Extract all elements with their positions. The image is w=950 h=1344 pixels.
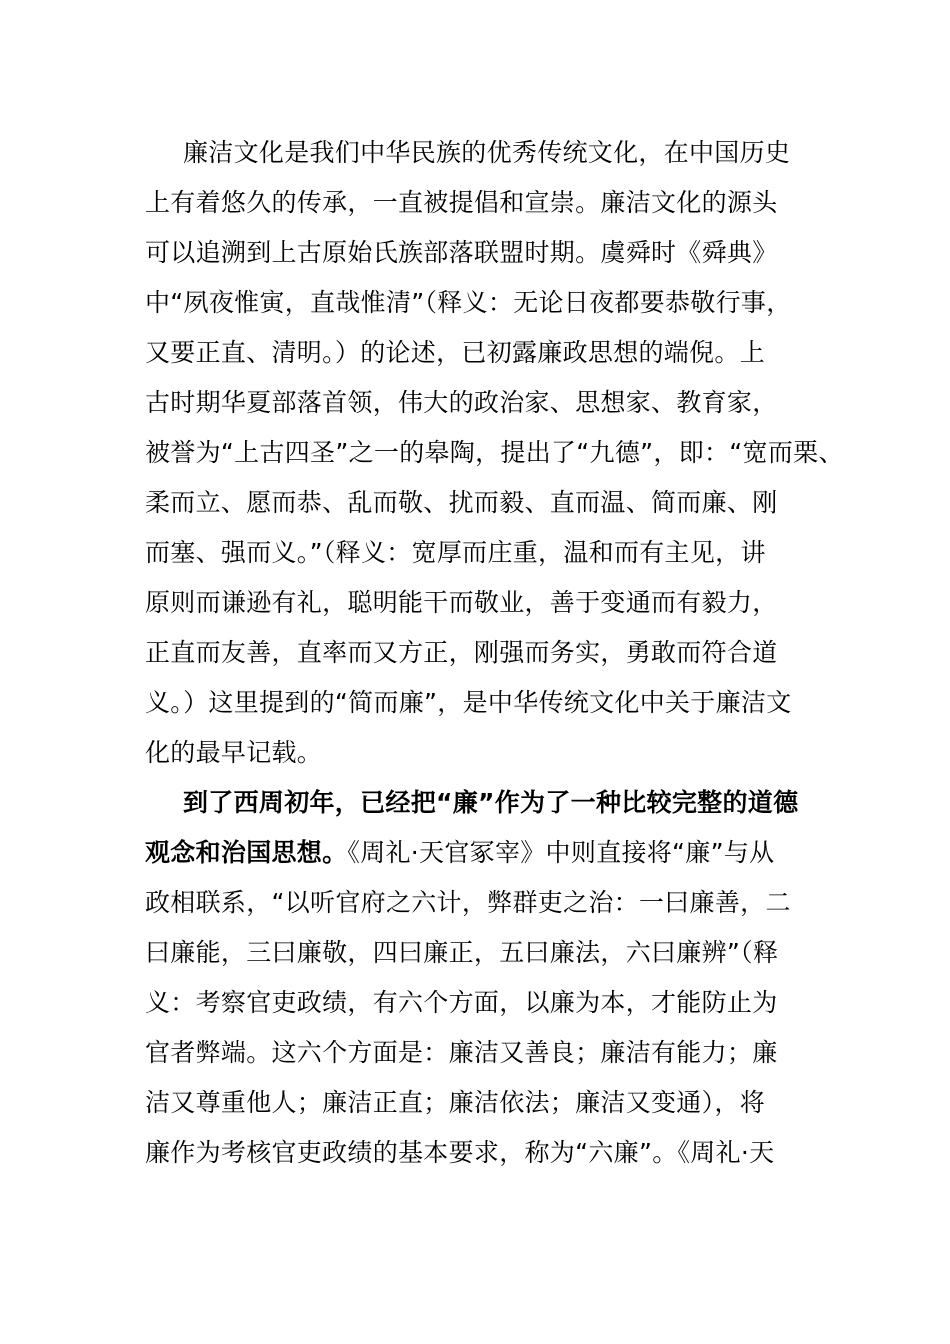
text-line: 义：考察官吏政绩，有六个方面，以廉为本，才能防止为 bbox=[145, 988, 778, 1017]
bold-heading-text: 观念和治国思想。 bbox=[145, 838, 348, 867]
text-span: 《周礼·天官冢宰》中则直接将“廉”与从 bbox=[347, 838, 775, 867]
text-line: 义。）这里提到的“简而廉”，是中华传统文化中关于廉洁文 bbox=[145, 688, 792, 717]
text-line: 曰廉能，三曰廉敬，四曰廉正，五曰廉法，六曰廉辨”（释 bbox=[145, 938, 779, 967]
text-line: 柔而立、愿而恭、乱而敬、扰而毅、直而温、简而廉、刚 bbox=[145, 488, 778, 517]
text-line: 正直而友善，直率而又方正，刚强而务实，勇敢而符合道 bbox=[145, 638, 778, 667]
text-line: 政相联系，“以听官府之六计，弊群吏之治：一曰廉善，二 bbox=[145, 888, 791, 917]
paragraph-1 bbox=[145, 128, 844, 778]
text-line: 原则而谦逊有礼，聪明能干而敬业，善于变通而有毅力， bbox=[145, 588, 778, 617]
text-line bbox=[145, 828, 835, 878]
text-line: 中“夙夜惟寅，直哉惟清”（释义：无论日夜都要恭敬行事， bbox=[145, 288, 792, 317]
text-line: 廉洁文化是我们中华民族的优秀传统文化，在中国历史 bbox=[183, 138, 791, 167]
text-line: 又要正直、清明。）的论述，已初露廉政思想的端倪。上 bbox=[145, 338, 766, 367]
text-line: 可以追溯到上古原始氏族部落联盟时期。虞舜时《舜典》 bbox=[145, 238, 778, 267]
bold-heading-line: 到了西周初年，已经把“廉”作为了一种比较完整的道德 bbox=[183, 788, 799, 817]
text-line: 洁又尊重他人；廉洁正直；廉洁依法；廉洁又变通），将 bbox=[145, 1088, 766, 1117]
text-line: 古时期华夏部落首领，伟大的政治家、思想家、教育家， bbox=[145, 388, 778, 417]
text-line: 上有着悠久的传承，一直被提倡和宣崇。廉洁文化的源头 bbox=[145, 188, 778, 217]
text-line: 而塞、强而义。”（释义：宽厚而庄重，温和而有主见，讲 bbox=[145, 538, 766, 567]
text-line: 廉作为考核官吏政绩的基本要求，称为“六廉”。《周礼·天 bbox=[145, 1138, 775, 1167]
text-line: 被誉为“上古四圣”之一的皋陶，提出了“九德”，即：“宽而栗、 bbox=[145, 438, 844, 467]
text-line: 化的最早记载。 bbox=[145, 738, 323, 767]
text-line: 官者弊端。这六个方面是：廉洁又善良；廉洁有能力；廉 bbox=[145, 1038, 778, 1067]
paragraph-2 bbox=[145, 778, 835, 1178]
